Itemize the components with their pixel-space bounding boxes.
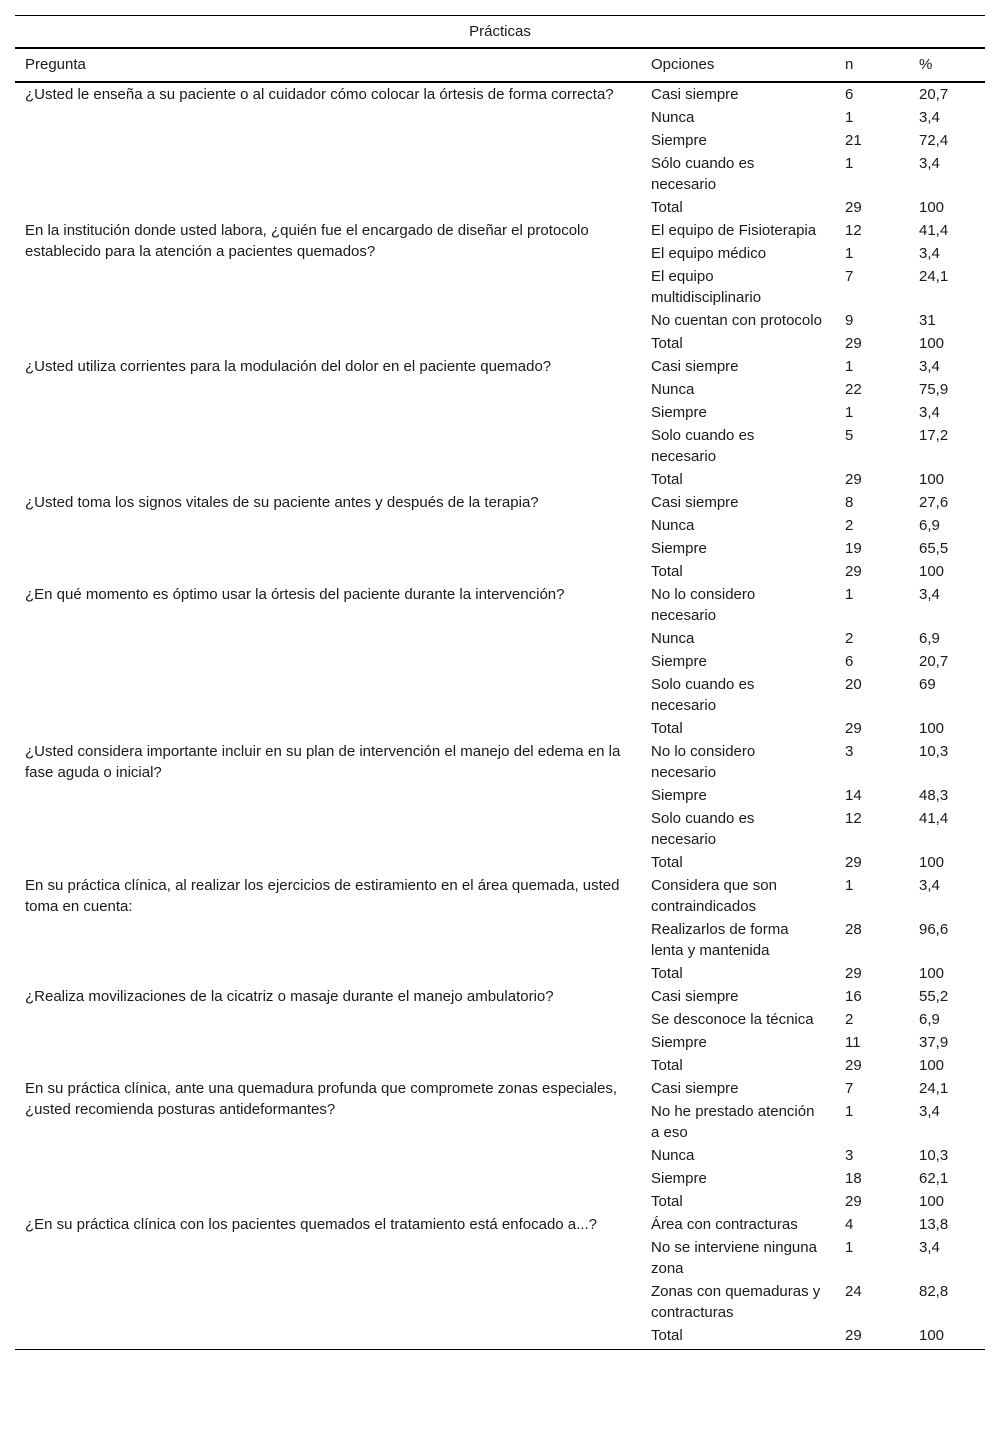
percent-cell: 65,5 bbox=[919, 540, 949, 557]
column-header-percent: % bbox=[909, 48, 985, 82]
count-cell: 1 bbox=[845, 245, 854, 262]
percent-cell: 3,4 bbox=[919, 109, 940, 126]
count-cell: 1 bbox=[845, 586, 854, 603]
option-cell: Casi siempre bbox=[651, 988, 739, 1005]
option-cell: Nunca bbox=[651, 517, 695, 534]
percent-cell: 13,8 bbox=[919, 1216, 949, 1233]
option-cell: Se desconoce la técnica bbox=[651, 1011, 814, 1028]
count-cell: 1 bbox=[845, 1103, 854, 1120]
percent-cell: 100 bbox=[919, 563, 945, 580]
percent-cell: 10,3 bbox=[919, 743, 949, 760]
practices-table bbox=[15, 15, 985, 1349]
option-cell: Solo cuando es necesario bbox=[651, 676, 755, 714]
count-cell: 2 bbox=[845, 1011, 854, 1028]
percent-cell: 3,4 bbox=[919, 1103, 940, 1120]
percent-cell: 17,2 bbox=[919, 427, 949, 444]
option-cell: Nunca bbox=[651, 109, 695, 126]
option-cell: No lo considero necesario bbox=[651, 586, 756, 624]
option-cell: Nunca bbox=[651, 381, 695, 398]
count-cell: 20 bbox=[845, 676, 862, 693]
percent-cell: 55,2 bbox=[919, 988, 949, 1005]
question-cell: En la institución donde usted labora, ¿quién fue el encargado de diseñar el protocolo establecido para la atención a pacientes quemados? bbox=[25, 222, 589, 260]
option-cell: Siempre bbox=[651, 1034, 707, 1051]
count-cell: 12 bbox=[845, 810, 862, 827]
percent-cell: 27,6 bbox=[919, 494, 949, 511]
option-cell: Solo cuando es necesario bbox=[651, 427, 755, 465]
count-cell: 1 bbox=[845, 358, 854, 375]
percent-cell: 3,4 bbox=[919, 1239, 940, 1256]
option-cell: Considera que son contraindicados bbox=[651, 877, 777, 915]
count-cell: 19 bbox=[845, 540, 862, 557]
option-cell: Sólo cuando es necesario bbox=[651, 155, 755, 193]
count-cell: 21 bbox=[845, 132, 862, 149]
option-cell: Total bbox=[651, 199, 683, 216]
option-cell: Total bbox=[651, 1057, 683, 1074]
count-cell: 1 bbox=[845, 109, 854, 126]
column-header-n: n bbox=[835, 48, 909, 82]
percent-cell: 3,4 bbox=[919, 155, 940, 172]
count-cell: 3 bbox=[845, 1147, 854, 1164]
percent-cell: 3,4 bbox=[919, 245, 940, 262]
option-cell: Casi siempre bbox=[651, 86, 739, 103]
count-cell: 16 bbox=[845, 988, 862, 1005]
option-cell: Total bbox=[651, 720, 683, 737]
option-cell: Solo cuando es necesario bbox=[651, 810, 755, 848]
column-header-row bbox=[15, 48, 985, 82]
table-row bbox=[15, 1213, 985, 1236]
option-cell: Siempre bbox=[651, 540, 707, 557]
table-row bbox=[15, 985, 985, 1008]
count-cell: 29 bbox=[845, 1193, 862, 1210]
question-cell: En su práctica clínica, al realizar los ejercicios de estiramiento en el área quemada, usted toma en cuenta: bbox=[25, 877, 620, 915]
count-cell: 7 bbox=[845, 268, 854, 285]
count-cell: 1 bbox=[845, 404, 854, 421]
count-cell: 3 bbox=[845, 743, 854, 760]
count-cell: 29 bbox=[845, 199, 862, 216]
table-container bbox=[15, 15, 985, 1350]
option-cell: No he prestado atención a eso bbox=[651, 1103, 815, 1141]
count-cell: 8 bbox=[845, 494, 854, 511]
table-row bbox=[15, 82, 985, 106]
count-cell: 29 bbox=[845, 854, 862, 871]
option-cell: El equipo multidisciplinario bbox=[651, 268, 762, 306]
question-cell: ¿Usted utiliza corrientes para la modulación del dolor en el paciente quemado? bbox=[25, 358, 552, 375]
option-cell: Siempre bbox=[651, 404, 707, 421]
question-cell: ¿Usted le enseña a su paciente o al cuidador cómo colocar la órtesis de forma correcta? bbox=[25, 86, 614, 103]
percent-cell: 100 bbox=[919, 965, 945, 982]
option-cell: Siempre bbox=[651, 132, 707, 149]
percent-cell: 10,3 bbox=[919, 1147, 949, 1164]
percent-cell: 24,1 bbox=[919, 268, 949, 285]
question-cell: En su práctica clínica, ante una quemadura profunda que compromete zonas especiales, ¿usted recomienda posturas antideformantes? bbox=[25, 1080, 618, 1118]
option-cell: Total bbox=[651, 471, 683, 488]
count-cell: 4 bbox=[845, 1216, 854, 1233]
count-cell: 6 bbox=[845, 86, 854, 103]
percent-cell: 82,8 bbox=[919, 1283, 949, 1300]
percent-cell: 20,7 bbox=[919, 653, 949, 670]
percent-cell: 75,9 bbox=[919, 381, 949, 398]
percent-cell: 69 bbox=[919, 676, 936, 693]
table-row bbox=[15, 1077, 985, 1100]
percent-cell: 41,4 bbox=[919, 810, 949, 827]
table-row bbox=[15, 740, 985, 784]
count-cell: 6 bbox=[845, 653, 854, 670]
column-header-question: Pregunta bbox=[15, 48, 641, 82]
count-cell: 22 bbox=[845, 381, 862, 398]
option-cell: Total bbox=[651, 335, 683, 352]
option-cell: Siempre bbox=[651, 653, 707, 670]
table-title: Prácticas bbox=[15, 16, 985, 49]
percent-cell: 20,7 bbox=[919, 86, 949, 103]
percent-cell: 3,4 bbox=[919, 404, 940, 421]
percent-cell: 100 bbox=[919, 199, 945, 216]
percent-cell: 48,3 bbox=[919, 787, 949, 804]
percent-cell: 100 bbox=[919, 335, 945, 352]
question-cell: ¿Realiza movilizaciones de la cicatriz o masaje durante el manejo ambulatorio? bbox=[25, 988, 554, 1005]
question-cell: ¿Usted considera importante incluir en su plan de intervención el manejo del edema en la fase aguda o inicial? bbox=[25, 743, 621, 781]
option-cell: Total bbox=[651, 563, 683, 580]
percent-cell: 100 bbox=[919, 1327, 945, 1344]
count-cell: 29 bbox=[845, 1327, 862, 1344]
count-cell: 29 bbox=[845, 563, 862, 580]
count-cell: 29 bbox=[845, 720, 862, 737]
table-title-row bbox=[15, 16, 985, 49]
percent-cell: 6,9 bbox=[919, 517, 940, 534]
bottom-rule bbox=[15, 1349, 985, 1350]
option-cell: Área con contracturas bbox=[651, 1216, 798, 1233]
column-header-options: Opciones bbox=[641, 48, 835, 82]
option-cell: El equipo médico bbox=[651, 245, 767, 262]
option-cell: Nunca bbox=[651, 1147, 695, 1164]
count-cell: 18 bbox=[845, 1170, 862, 1187]
percent-cell: 62,1 bbox=[919, 1170, 949, 1187]
percent-cell: 24,1 bbox=[919, 1080, 949, 1097]
count-cell: 2 bbox=[845, 517, 854, 534]
option-cell: No cuentan con protocolo bbox=[651, 312, 822, 329]
table-row bbox=[15, 583, 985, 627]
count-cell: 28 bbox=[845, 921, 862, 938]
table-row bbox=[15, 219, 985, 242]
table-body bbox=[15, 82, 985, 1349]
table-row bbox=[15, 491, 985, 514]
percent-cell: 100 bbox=[919, 720, 945, 737]
count-cell: 5 bbox=[845, 427, 854, 444]
option-cell: Siempre bbox=[651, 1170, 707, 1187]
option-cell: Siempre bbox=[651, 787, 707, 804]
count-cell: 14 bbox=[845, 787, 862, 804]
count-cell: 1 bbox=[845, 877, 854, 894]
option-cell: Casi siempre bbox=[651, 494, 739, 511]
percent-cell: 100 bbox=[919, 471, 945, 488]
option-cell: No se interviene ninguna zona bbox=[651, 1239, 817, 1277]
option-cell: Total bbox=[651, 1193, 683, 1210]
option-cell: Casi siempre bbox=[651, 1080, 739, 1097]
percent-cell: 3,4 bbox=[919, 358, 940, 375]
count-cell: 29 bbox=[845, 335, 862, 352]
option-cell: Casi siempre bbox=[651, 358, 739, 375]
count-cell: 29 bbox=[845, 965, 862, 982]
count-cell: 29 bbox=[845, 1057, 862, 1074]
percent-cell: 100 bbox=[919, 1057, 945, 1074]
table-row bbox=[15, 355, 985, 378]
percent-cell: 6,9 bbox=[919, 1011, 940, 1028]
question-cell: ¿En qué momento es óptimo usar la órtesis del paciente durante la intervención? bbox=[25, 586, 565, 603]
option-cell: No lo considero necesario bbox=[651, 743, 756, 781]
count-cell: 9 bbox=[845, 312, 854, 329]
percent-cell: 96,6 bbox=[919, 921, 949, 938]
count-cell: 2 bbox=[845, 630, 854, 647]
percent-cell: 37,9 bbox=[919, 1034, 949, 1051]
count-cell: 7 bbox=[845, 1080, 854, 1097]
percent-cell: 100 bbox=[919, 1193, 945, 1210]
option-cell: Total bbox=[651, 1327, 683, 1344]
count-cell: 29 bbox=[845, 471, 862, 488]
question-cell: ¿En su práctica clínica con los pacientes quemados el tratamiento está enfocado a...? bbox=[25, 1216, 597, 1233]
option-cell: Nunca bbox=[651, 630, 695, 647]
count-cell: 12 bbox=[845, 222, 862, 239]
percent-cell: 3,4 bbox=[919, 877, 940, 894]
option-cell: Total bbox=[651, 854, 683, 871]
count-cell: 1 bbox=[845, 1239, 854, 1256]
count-cell: 24 bbox=[845, 1283, 862, 1300]
question-cell: ¿Usted toma los signos vitales de su paciente antes y después de la terapia? bbox=[25, 494, 539, 511]
percent-cell: 31 bbox=[919, 312, 936, 329]
percent-cell: 100 bbox=[919, 854, 945, 871]
option-cell: Total bbox=[651, 965, 683, 982]
option-cell: El equipo de Fisioterapia bbox=[651, 222, 817, 239]
percent-cell: 72,4 bbox=[919, 132, 949, 149]
table-row bbox=[15, 874, 985, 918]
percent-cell: 41,4 bbox=[919, 222, 949, 239]
percent-cell: 6,9 bbox=[919, 630, 940, 647]
percent-cell: 3,4 bbox=[919, 586, 940, 603]
count-cell: 11 bbox=[845, 1034, 861, 1051]
option-cell: Zonas con quemaduras y contracturas bbox=[651, 1283, 821, 1321]
count-cell: 1 bbox=[845, 155, 854, 172]
option-cell: Realizarlos de forma lenta y mantenida bbox=[651, 921, 789, 959]
